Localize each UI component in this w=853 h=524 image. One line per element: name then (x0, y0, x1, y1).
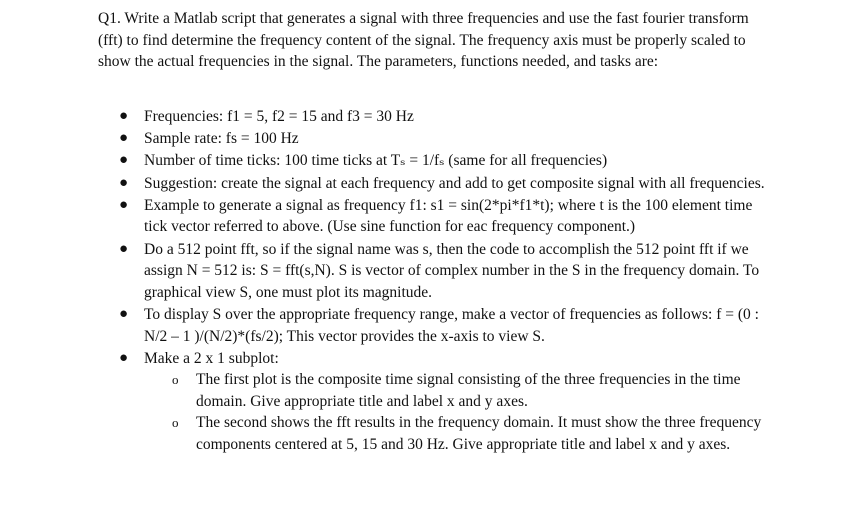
bullet-marker: ● (119, 174, 129, 191)
subplot-list (144, 369, 768, 455)
task-list (119, 106, 768, 456)
bullet-text: Number of time ticks: 100 time ticks at Tₛ = 1/fₛ (same for all frequencies) (144, 152, 608, 170)
bullet-text: Example to generate a signal as frequency f1: s1 = sin(2*pi*f1*t); where t is the 100 element time tick vector referred to above. (Use sine function for eac frequency component.) (144, 196, 753, 236)
sub-list-item (172, 412, 768, 455)
list-item (119, 128, 768, 150)
bullet-text: Make a 2 x 1 subplot: (144, 349, 279, 367)
sub-bullet-text: The first plot is the composite time signal consisting of the three frequencies in the time domain. Give appropriate title and label x and y axes. (196, 371, 741, 410)
bullet-marker: ● (119, 305, 129, 322)
bullet-marker: ● (119, 130, 129, 147)
bullet-text: To display S over the appropriate frequency range, make a vector of frequencies as follows: f = (0 : N/2 – 1 )/(N/2)*(fs/2); This vector provides the x-axis to view S. (144, 305, 759, 345)
list-item (119, 239, 768, 304)
list-item (119, 348, 768, 456)
bullet-text: Do a 512 point fft, so if the signal name was s, then the code to accomplish the 512 point fft if we assign N = 512 is: S = fft(s,N). S is vector of complex number in the S in the frequency domain. To graphical view S, one must plot its magnitude. (144, 240, 760, 301)
bullet-text: Frequencies: f1 = 5, f2 = 15 and f3 = 30 Hz (144, 108, 414, 125)
list-item (119, 173, 768, 195)
list-item (119, 195, 768, 238)
bullet-marker: ● (119, 152, 129, 169)
bullet-text: Sample rate: fs = 100 Hz (144, 130, 299, 148)
bullet-marker: ● (119, 240, 129, 257)
document-body (98, 8, 765, 454)
list-item (119, 304, 768, 347)
list-item (119, 150, 768, 172)
question-paragraph: Q1. Write a Matlab script that generates a signal with three frequencies and use the fast fourier transform (fft) to find determine the frequency content of the signal. The frequency axis must be properly scaled to show the actual frequencies in the signal. The parameters, functions needed, and tasks are: (98, 10, 749, 71)
bullet-marker: ● (119, 196, 129, 213)
sub-bullet-marker: o (172, 415, 179, 431)
list-item (119, 106, 768, 128)
sub-bullet-text: The second shows the fft results in the frequency domain. It must show the three frequency components centered at 5, 15 and 30 Hz. Give appropriate title and label x and y axes. (196, 414, 762, 454)
bullet-marker: ● (119, 108, 129, 124)
sub-bullet-marker: o (172, 372, 179, 388)
bullet-text: Suggestion: create the signal at each frequency and add to get composite signal with all frequencies. (144, 174, 765, 192)
bullet-marker: ● (119, 349, 129, 366)
sub-list-item (172, 369, 768, 412)
